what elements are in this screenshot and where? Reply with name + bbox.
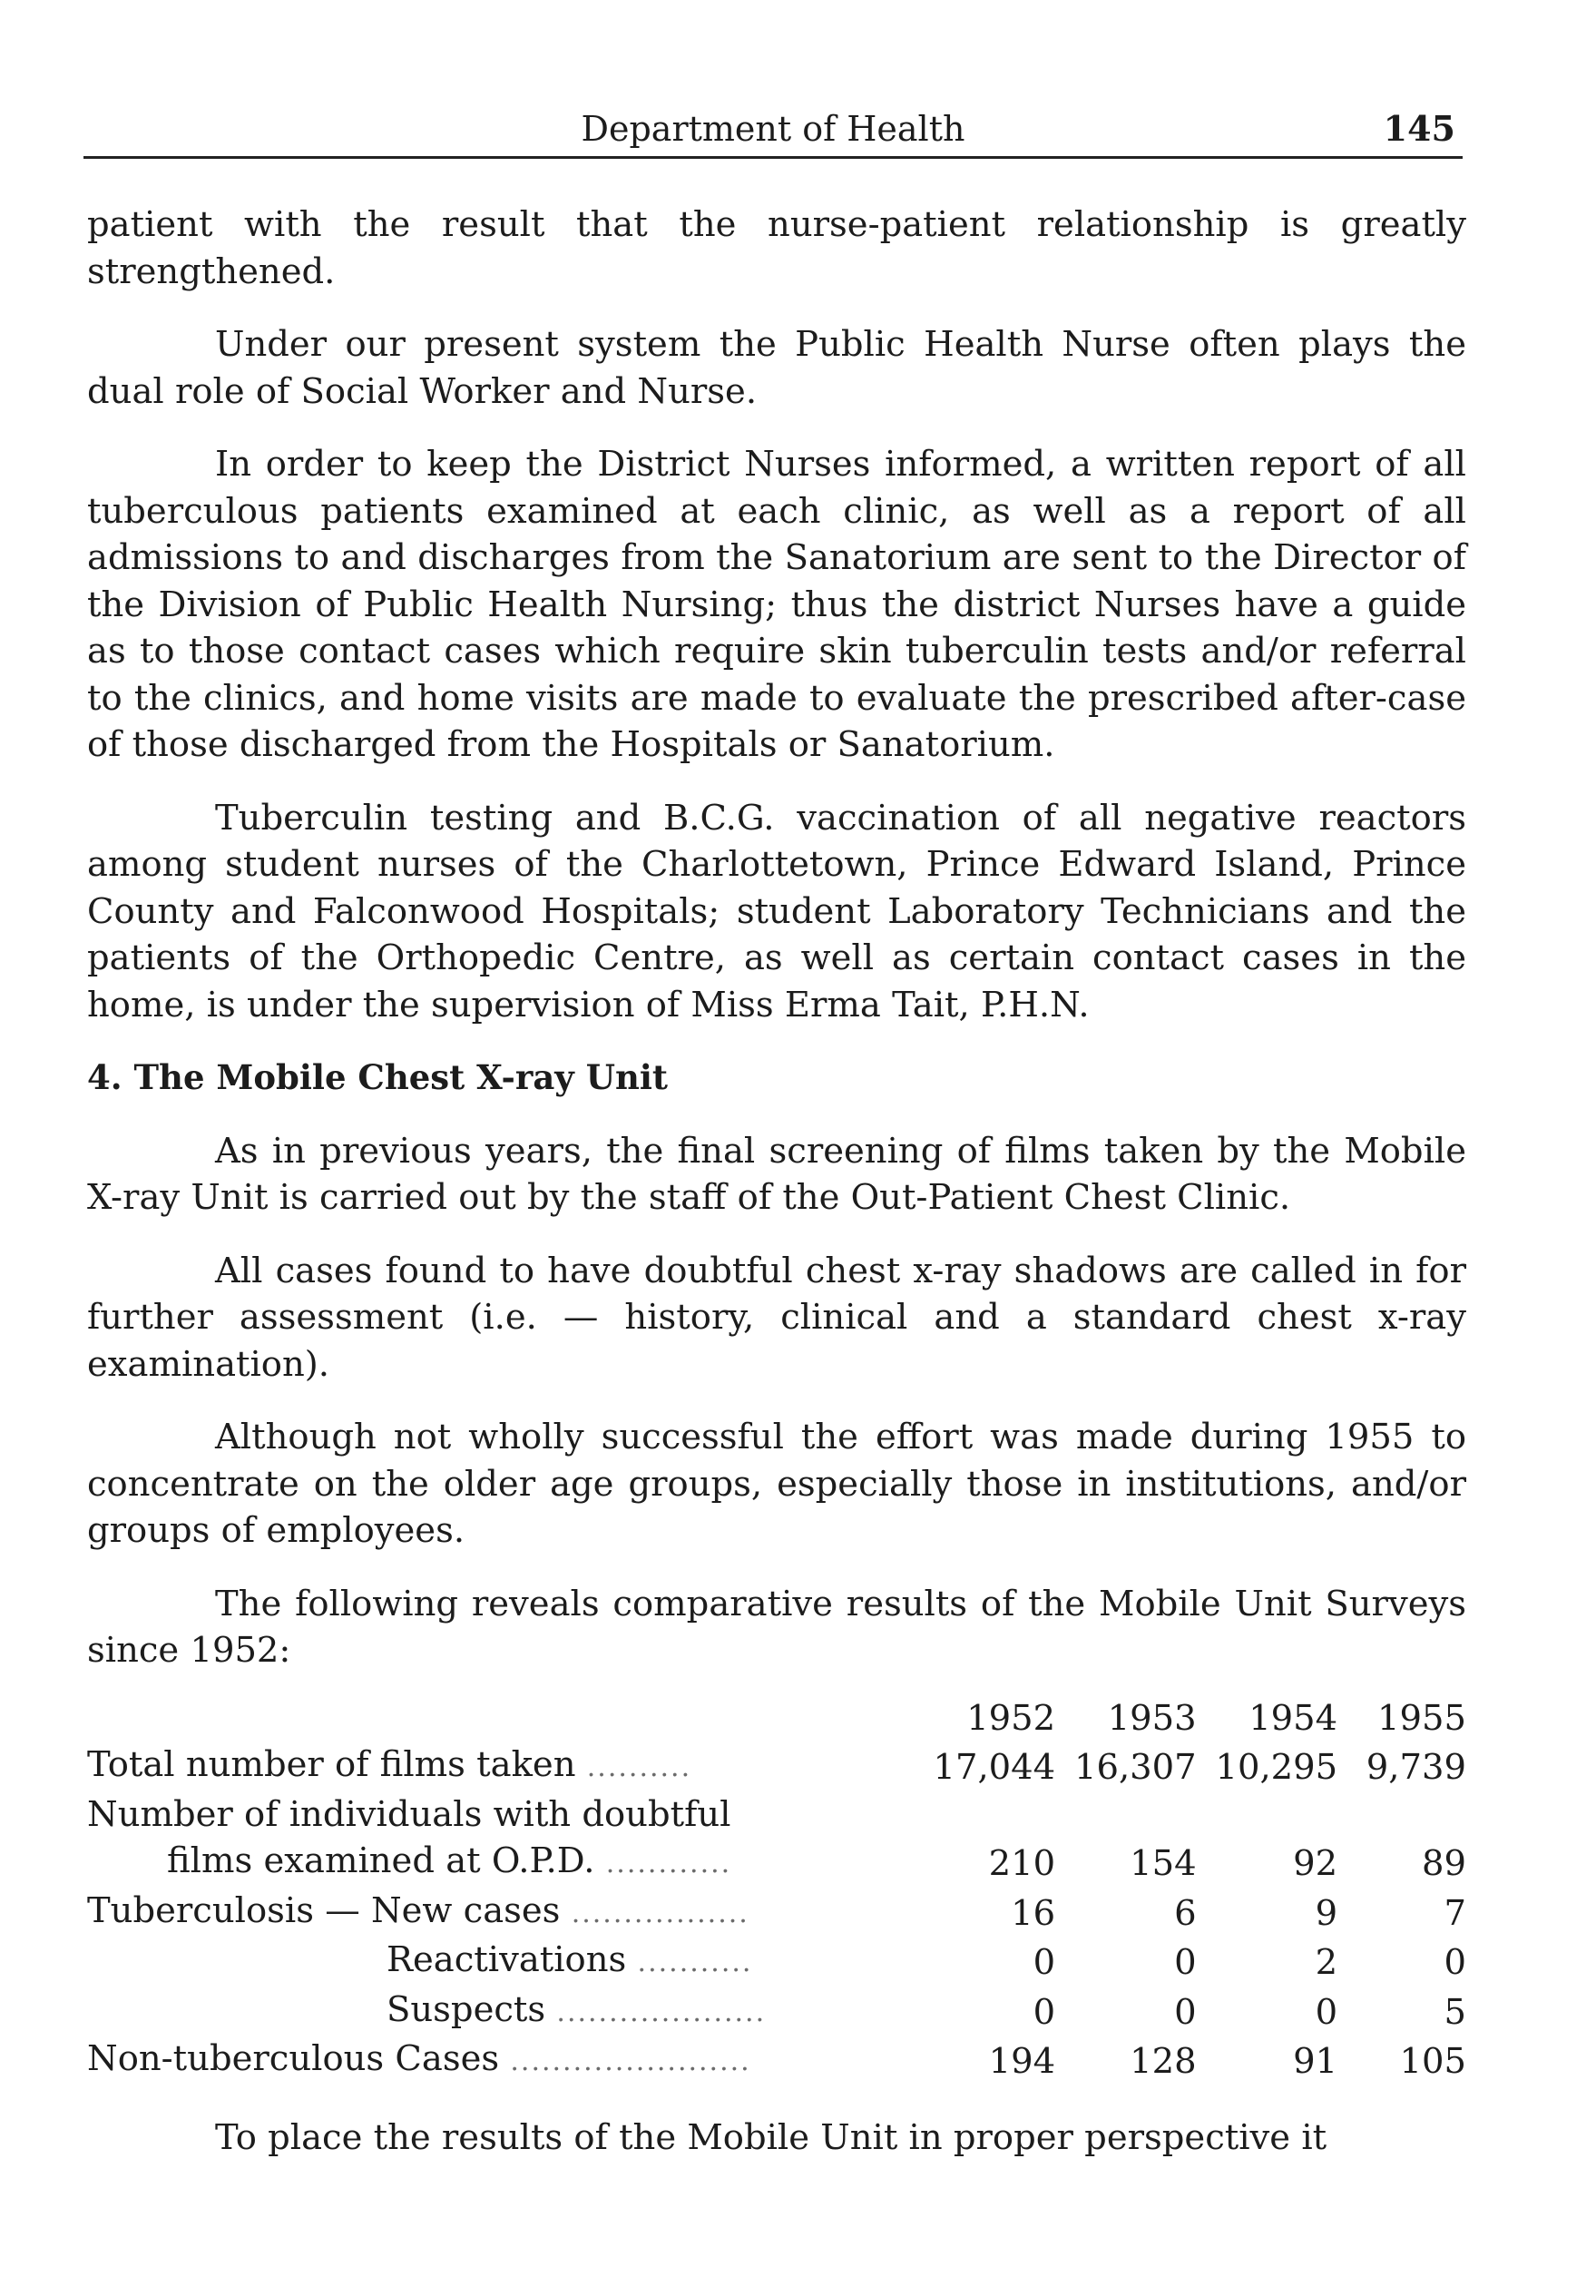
dot-leader: ............	[605, 1848, 732, 1879]
table-row	[87, 1937, 1466, 1987]
table-row	[87, 2036, 1466, 2085]
table-cell: 6	[1174, 1892, 1197, 1934]
dot-leader: ...........	[637, 1947, 753, 1978]
paragraph-doubtful-cases: All cases found to have doubtful chest x-ray shadows are called in for further assessment (i.e. — history, clinical and a standard chest x-ray examination).	[87, 1250, 1466, 1385]
table-cell: 0	[1174, 1942, 1197, 1983]
dot-leader: ....................	[556, 1996, 767, 2028]
paragraph-continuation: patient with the result that the nurse-patient relationship is greatly strengthened.	[87, 204, 1466, 292]
table-cell: 105	[1399, 2041, 1466, 2082]
running-title: Department of Health	[581, 109, 965, 149]
paragraph-table-intro: The following reveals comparative results of the Mobile Unit Surveys since 1952:	[87, 1583, 1466, 1671]
table-cell: 92	[1293, 1843, 1338, 1884]
body-text	[87, 201, 1466, 2187]
year-header: 1953	[1107, 1697, 1197, 1739]
table-cell: 0	[1315, 1991, 1338, 2033]
row-label: Suspects	[387, 1988, 546, 2030]
table-cell: 0	[1033, 1991, 1056, 2033]
table-cell: 0	[1033, 1942, 1056, 1983]
table-cell: 10,295	[1215, 1747, 1338, 1788]
paragraph-perspective: To place the results of the Mobile Unit in proper perspective it	[215, 2116, 1327, 2158]
row-label: Number of individuals with doubtful	[87, 1793, 731, 1835]
table-cell: 5	[1444, 1991, 1466, 2033]
table-cell: 2	[1315, 1942, 1338, 1983]
paragraph-dual-role: Under our present system the Public Health Nurse often plays the dual role of Social Worker and Nurse.	[87, 324, 1466, 412]
table-cell: 9	[1315, 1892, 1338, 1934]
table-cell: 17,044	[933, 1747, 1056, 1788]
year-header: 1954	[1248, 1697, 1338, 1739]
table-cell: 0	[1174, 1991, 1197, 2033]
table-cell: 91	[1293, 2041, 1338, 2082]
table-row	[87, 1888, 1466, 1938]
paragraph-older-age-groups: Although not wholly successful the effort was made during 1955 to concentrate on the older age groups, especially those in institutions, and/or groups of employees.	[87, 1417, 1466, 1551]
table-cell: 154	[1130, 1843, 1197, 1884]
row-label: Reactivations	[387, 1939, 627, 1980]
section-heading: 4. The Mobile Chest X-ray Unit	[87, 1057, 669, 1097]
table-cell: 0	[1444, 1942, 1466, 1983]
table-header-row	[87, 1695, 1466, 1742]
row-label: Non-tuberculous Cases	[87, 2038, 500, 2079]
table-cell: 128	[1130, 2041, 1197, 2082]
dot-leader: .......................	[510, 2046, 751, 2077]
table-row	[87, 1987, 1466, 2036]
paragraph-district-nurses: In order to keep the District Nurses informed, a written report of all tuberculous patients examined at each clinic, as well as a report of all admissions to and discharges from the Sanatorium are sent to the Director of the Division of Public Health Nursing; thus the district Nurses have a guide as to those contact cases which require skin tuberculin tests and/or referral to the clinics, and home visits are made to evaluate the prescribed after-case of those discharged from the Hospitals or Sanatorium.	[87, 444, 1466, 765]
table-cell: 9,739	[1366, 1747, 1466, 1788]
table-row	[87, 1742, 1466, 1791]
table-row	[87, 1838, 1466, 1888]
table-cell: 16,307	[1073, 1747, 1197, 1788]
paragraph-tuberculin-testing: Tuberculin testing and B.C.G. vaccination of all negative reactors among student nurses of the Charlottetown, Prince Edward Island, Prince County and Falconwood Hospitals; student Laboratory Technicians and the patients of the Orthopedic Centre, as well as certain contact cases in the home, is under the supervision of Miss Erma Tait, P.H.N.	[87, 797, 1466, 1025]
paragraph-final-screening: As in previous years, the final screening of films taken by the Mobile X-ray Unit is carried out by the staff of the Out-Patient Chest Clinic.	[87, 1130, 1466, 1218]
page-header	[83, 102, 1463, 159]
page-number: 145	[1383, 108, 1455, 149]
table-row	[87, 1791, 1466, 1839]
row-label: films examined at O.P.D.	[167, 1840, 595, 1881]
dot-leader: .................	[571, 1897, 749, 1929]
dot-leader: ..........	[586, 1751, 692, 1783]
table-cell: 194	[988, 2041, 1056, 2082]
row-label: Tuberculosis — New cases	[87, 1889, 561, 1931]
table-cell: 210	[988, 1843, 1056, 1884]
survey-results-table	[87, 1695, 1466, 2085]
year-header: 1955	[1377, 1697, 1466, 1739]
year-header: 1952	[966, 1697, 1056, 1739]
row-label: Total number of films taken	[87, 1744, 576, 1785]
table-cell: 89	[1422, 1843, 1466, 1884]
table-cell: 16	[1011, 1892, 1056, 1934]
table-cell: 7	[1444, 1892, 1466, 1934]
